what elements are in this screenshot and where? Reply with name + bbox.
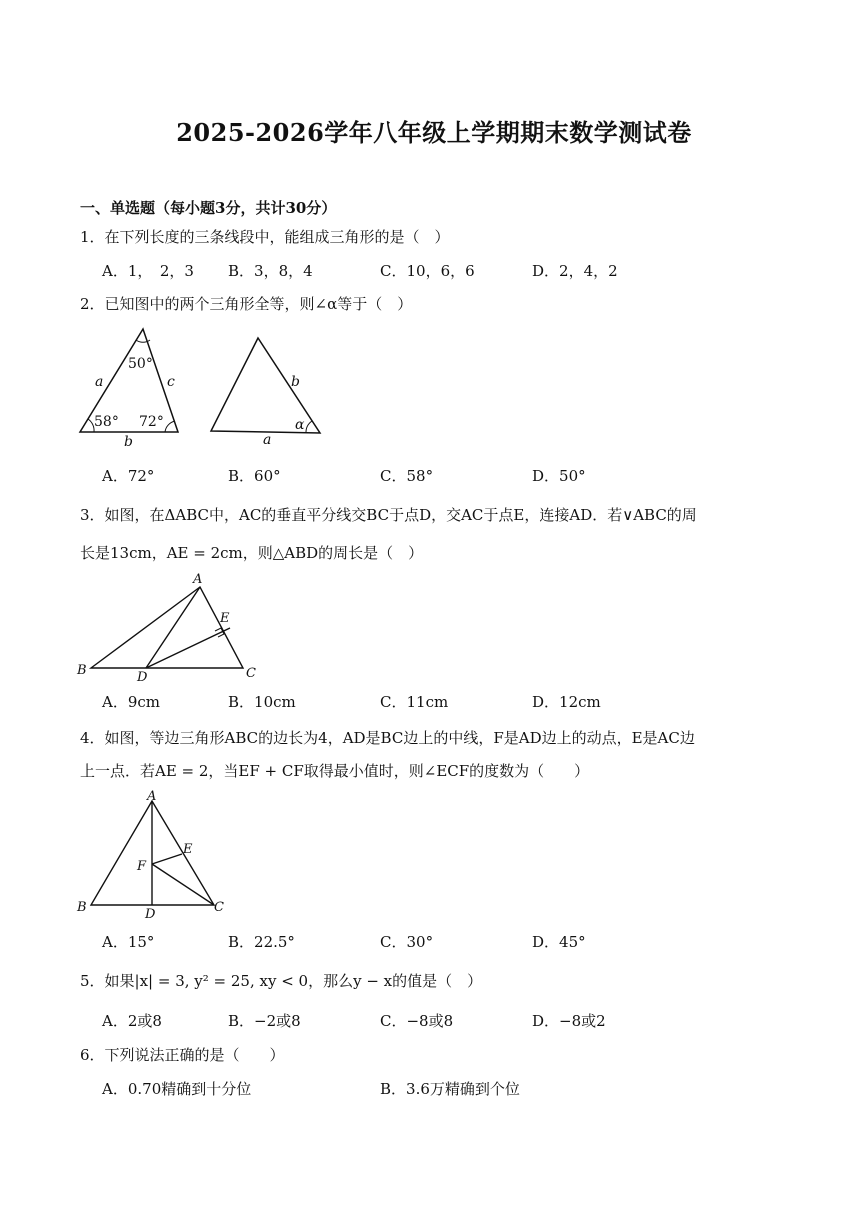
question-3-line-1: 3．如图，在ΔABC中，AC的垂直平分线交BC于点D，交AC于点E，连接AD．若∨ABC的周: [80, 506, 697, 524]
option-d[interactable]: D．50°: [532, 467, 586, 485]
segment-fc: [152, 864, 214, 905]
option-d[interactable]: D．12cm: [532, 693, 601, 711]
option-a[interactable]: A．15°: [102, 933, 155, 951]
option-d[interactable]: D．45°: [532, 933, 586, 951]
question-3-figure: [74, 570, 274, 682]
question-3-line-2: 长是13cm，AE = 2cm，则△ABD的周长是（ ）: [80, 544, 424, 562]
question-4-figure: [74, 788, 234, 920]
angle-58-label: 58°: [94, 414, 119, 430]
option-a[interactable]: A．2或8: [102, 1012, 162, 1030]
angle-alpha-arc: [306, 421, 312, 433]
option-b[interactable]: B．10cm: [228, 693, 296, 711]
side-a-label-right: a: [263, 432, 272, 448]
point-d-label: D: [145, 907, 156, 920]
point-f-label: F: [137, 859, 147, 874]
option-c[interactable]: C．10，6，6: [380, 262, 475, 280]
option-c[interactable]: C．−8或8: [380, 1012, 454, 1030]
option-d[interactable]: D．−8或2: [532, 1012, 606, 1030]
point-e-label: E: [183, 842, 193, 857]
question-5-options: [102, 1010, 792, 1032]
point-d-label: D: [137, 670, 148, 682]
side-b-label: b: [124, 434, 133, 450]
option-b[interactable]: B．3.6万精确到个位: [380, 1080, 520, 1098]
point-a-label: A: [193, 572, 203, 587]
question-4-options: [102, 931, 792, 953]
option-b[interactable]: B．60°: [228, 467, 281, 485]
triangle-abc: [91, 587, 243, 668]
question-2: 2．已知图中的两个三角形全等，则∠α等于（ ）: [80, 295, 413, 313]
option-b[interactable]: B．−2或8: [228, 1012, 301, 1030]
point-c-label: C: [246, 666, 256, 681]
question-4-line-2: 上一点．若AE = 2，当EF + CF取得最小值时，则∠ECF的度数为（ ）: [80, 762, 590, 780]
point-b-label: B: [77, 900, 87, 915]
question-6: 6．下列说法正确的是（ ）: [80, 1046, 285, 1064]
side-a-label: a: [95, 374, 104, 390]
option-c[interactable]: C．58°: [380, 467, 434, 485]
side-b-label-right: b: [291, 374, 300, 390]
question-6-options: [102, 1078, 792, 1100]
angle-72-label: 72°: [139, 414, 164, 430]
point-b-label: B: [77, 663, 87, 678]
question-2-options: [102, 465, 792, 487]
option-b[interactable]: B．3，8，4: [228, 262, 313, 280]
option-b[interactable]: B．22.5°: [228, 933, 295, 951]
angle-72-arc: [165, 421, 175, 432]
point-a-label: A: [147, 789, 157, 804]
option-c[interactable]: C．11cm: [380, 693, 449, 711]
question-5: 5．如果|x| = 3, y² = 25, xy < 0，那么y − x的值是（ ）: [80, 972, 483, 990]
question-2-figure: [76, 326, 336, 450]
option-c[interactable]: C．30°: [380, 933, 434, 951]
page-title: 2025-2026学年八年级上学期期末数学测试卷: [176, 118, 692, 147]
option-a[interactable]: A．0.70精确到十分位: [102, 1080, 252, 1098]
point-c-label: C: [214, 900, 224, 915]
option-a[interactable]: A．9cm: [102, 693, 161, 711]
question-1-options: [102, 260, 792, 282]
segment-fe: [152, 854, 182, 864]
question-1: 1．在下列长度的三条线段中，能组成三角形的是（ ）: [80, 228, 450, 246]
question-3-options: [102, 691, 792, 713]
section-heading: 一、单选题（每小题3分，共计30分）: [80, 199, 337, 217]
angle-50-label: 50°: [128, 356, 153, 372]
option-a[interactable]: A．1， 2，3: [102, 262, 194, 280]
option-a[interactable]: A．72°: [102, 467, 155, 485]
alpha-label: α: [295, 417, 305, 433]
side-c-label: c: [167, 374, 175, 390]
point-e-label: E: [220, 611, 230, 626]
option-d[interactable]: D．2，4，2: [532, 262, 618, 280]
question-4-line-1: 4．如图，等边三角形ABC的边长为4，AD是BC边上的中线，F是AD边上的动点，E是AC边: [80, 729, 695, 747]
